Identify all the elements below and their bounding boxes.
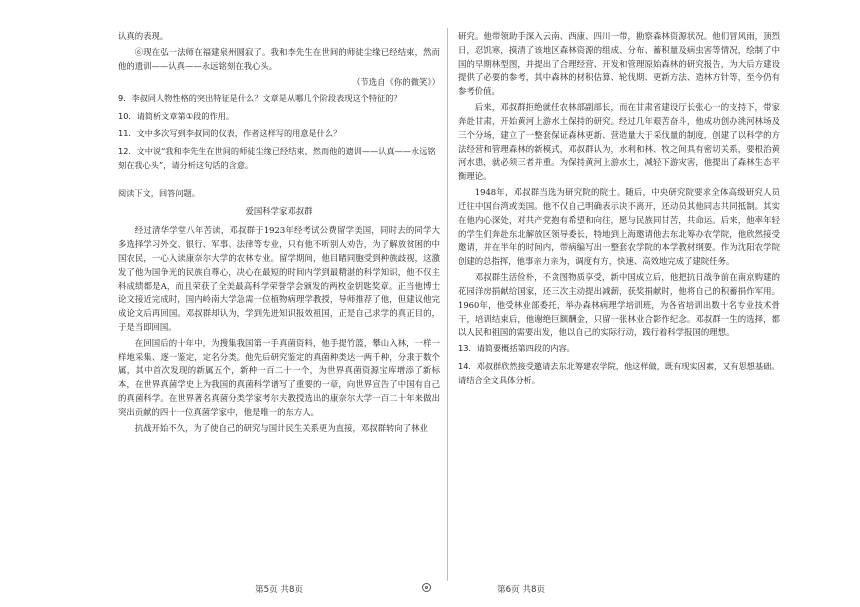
article-title: 爱国科学家邓叔群: [245, 205, 313, 216]
column-divider: [447, 28, 448, 581]
copyright-circle-icon: [422, 583, 431, 592]
article-paragraph: 1948年，邓叔群当选为研究院的院士。随后，中央研究院要求全体高级研究人员迁往中国台湾或美国。他不仅自己明确表示决不离开，还动员其他同志共同抵制。其实在他内心深处，对共产党抱有希望和向往，愿与民族同甘苦，共命运。后来，他率年轻的学生们奔赴东北解放区领导委长，特地到上海邀请他去东北筹办农学院，他欣然接受邀请，并在半年的时间内，带病编写出一整套农学院的本学教材纲要。作为沈阳农学院创建的总指挥，他事亲力亲为，调度有方，快速、高效地完成了建院任务。: [458, 187, 780, 267]
right-column: [458, 30, 780, 392]
question-13: 13．请简要概括第四段的内容。: [458, 343, 575, 354]
question-10: 10．请简析文章第①段的作用。: [118, 110, 235, 121]
paragraph: 认真的表现。: [118, 31, 169, 41]
question-9: 9．李叔同人物性格的突出特征是什么？文章是从哪几个阶段表现这个特征的？: [118, 92, 402, 103]
article-paragraph: 研究。他带领助手深入云南、西康、四川一带，勘察森林资源状况。他们冒风雨，顶烈日，忍饥寒，摸清了该地区森林资源的组成、分布、蓄积量及病虫害等情况，绘制了中国的早期林型图，并提出了合理经营、开发和管理原始森林的研究报告，为大后方建设提供了必要的参考，其中森林的材积估算、轮伐期、更新方法、造林方针等，至今仍有参考价值。: [458, 31, 780, 97]
article-paragraph: 抗战开始不久，为了使自己的研究与国计民生关系更为直接，邓叔群转向了林业: [134, 422, 428, 433]
article-paragraph: 邓叔群生活俭朴，不贪图物质享受，新中国成立后，他把抗日战争前在南京购建的花园洋房捐献给国家，还三次主动提出减薪，获奖捐献时，他将自己的积蓄捐作军用。1960年，他受林业部委托，举办森林病理学培训班，为各省培训出数十名专业技术骨干，培训结束后，他谢绝巨额酬金，只留一张林业合影作纪念。邓叔群一生的选择，都以人民和祖国的需要出发，他以自己的实际行动，践行着科学报国的理想。: [458, 272, 780, 338]
paragraph: ⑥现在弘一法师在福建泉州圆寂了。我和李先生在世间的师徒尘缘已经结束，然而他的遗训——认真——永远铭刻在我心头。: [118, 46, 440, 71]
page-number-left: 第5页 共8页: [255, 585, 304, 595]
reading-instruction: 阅读下文，回答问题。: [118, 187, 200, 198]
article-paragraph: 后来，邓叔群拒绝就任农林部副部长，而在甘肃省建设厅长张心一的支持下，带家奔赴甘肃，开始黄河上游水土保持的研究。经过几年艰苦奋斗，他成功创办洮河林场及三个分场，建立了一整套保证森林更新、营造量大于采伐量的制度，创建了以科学的方法经营和管理森林的新模式，邓叔群认为，水利和林、牧之间具有密切关系，要根治黄河水患，就必须三者并重。为保持黄河上游水土，减轻下游灾害，他提出了森林生态平衡理论。: [458, 102, 780, 182]
article-paragraph: 在回国后的十年中，为搜集我国第一手真菌资料，他手提竹篮，攀山入林，一样一样地采集、逐一鉴定，定名分类。他先后研究鉴定的真菌种类达一两千种，分隶于数个属，其中首次发现的新属五个，新种一百二十一个，为世界真菌资源宝库增添了新标本，在世界真菌学史上为我国的真菌科学谱写了重要的一章，向世界宣告了中国有自己的真菌科学。在世界著名真菌分类学家考尔夫教授选出的康奈尔大学一百二十年来做出突出贡献的四十一位真菌学家中，他是唯一的东方人。: [118, 337, 440, 417]
question-14: 14．邓叔群欣然接受邀请去东北筹建农学院，他这样做，既有现实因素，又有思想基础。请结合全文具体分析。: [458, 361, 780, 385]
article-paragraph: 经过清华学堂八年苦读，邓叔群于1923年经考试公费留学美国，同时去的同学大多选择学习外交、银行、军事、法律等专业，只有他不听别人劝告，为了解放贫困的中国农民，一心入读康奈尔大学的农林专业。留学期间，他目睹同胞受到种族歧视，这激发了他为国争光的民族自尊心，决心在最短的时间内学到最精湛的科学知识，他不仅主科成绩都是A，而且荣获了全美最高科学荣誉学会颁发的两枚金钥匙奖章。正当他博士论文接近完成时，国内岭南大学急需一位植物病理学教授，导师推荐了他，但建议他完成论文后再回国。邓叔群却认为，学到先进知识报效祖国，正是自己求学的真正目的，于是当即回国。: [118, 225, 440, 332]
left-column: [118, 30, 440, 438]
question-11: 11．文中多次写到李叔同的仪表，作者这样写的用意是什么？: [118, 128, 342, 139]
question-12: 12．文中说“我和李先生在世间的师徒尘缘已经结束，然而他的遗训——认真——永远铭刻在我心头”，请分析这句话的含意。: [118, 146, 436, 170]
page-number-right: 第6页 共8页: [497, 585, 546, 595]
spacer: [118, 177, 440, 187]
source-citation: （节选自《你的微笑》）: [352, 76, 440, 87]
